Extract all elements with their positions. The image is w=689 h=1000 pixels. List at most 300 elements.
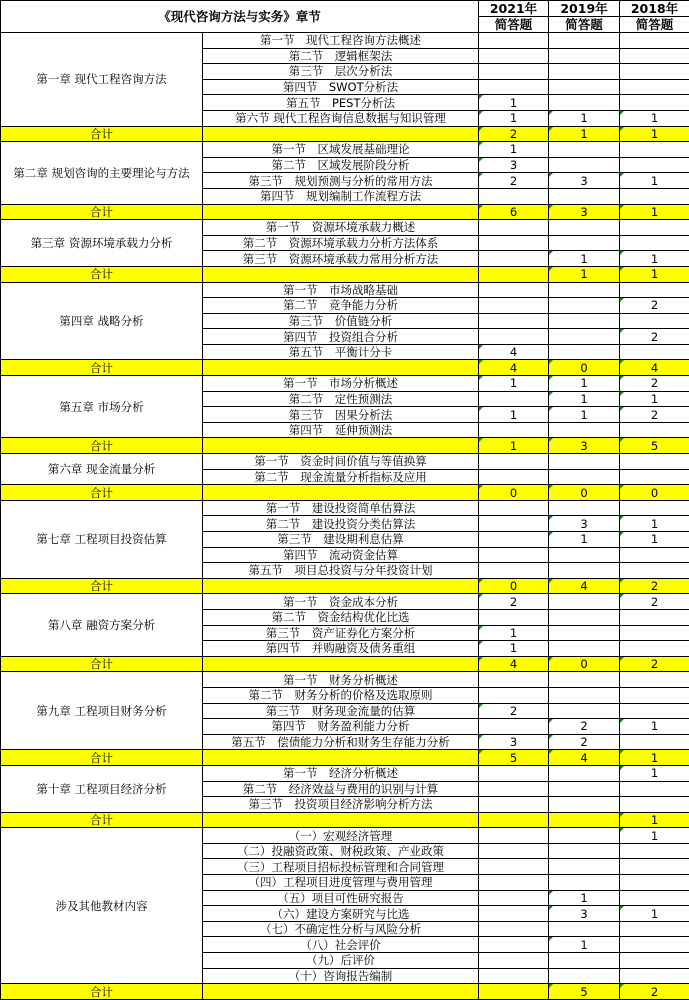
section-name[interactable]: 第四节 SWOT分析法 <box>203 79 479 95</box>
count-cell[interactable]: 3 <box>549 516 620 532</box>
total-row <box>1 360 689 376</box>
count-cell[interactable] <box>549 563 620 579</box>
type-header-2019[interactable]: 简答题 <box>549 17 620 33</box>
count-cell[interactable]: 2 <box>549 734 620 750</box>
count-cell[interactable] <box>479 609 549 625</box>
total-blank-cell[interactable] <box>203 485 479 501</box>
year-header-2019[interactable]: 2019年 <box>549 1 620 17</box>
total-blank-cell[interactable] <box>203 812 479 828</box>
count-cell[interactable]: 1 <box>549 251 620 267</box>
type-header-2021[interactable]: 简答题 <box>479 17 549 33</box>
count-cell[interactable] <box>549 968 620 984</box>
count-cell[interactable] <box>549 344 620 360</box>
section-name[interactable]: 第四节 流动资金估算 <box>203 547 479 563</box>
count-cell[interactable]: 1 <box>620 532 689 548</box>
count-cell[interactable]: 2 <box>620 376 689 392</box>
count-cell[interactable] <box>620 33 689 49</box>
total-count-cell[interactable]: 0 <box>549 485 620 501</box>
section-name[interactable]: 第三节 财务现金流量的估算 <box>203 703 479 719</box>
count-cell[interactable]: 1 <box>620 828 689 844</box>
chapter-name[interactable]: 第九章 工程项目财务分析 <box>1 672 203 750</box>
total-count-cell[interactable]: 0 <box>479 485 549 501</box>
section-name[interactable]: 第一节 经济分析概述 <box>203 765 479 781</box>
total-blank-cell[interactable] <box>203 266 479 282</box>
count-cell[interactable] <box>620 563 689 579</box>
count-cell[interactable]: 2 <box>620 298 689 314</box>
count-cell[interactable] <box>620 313 689 329</box>
section-name[interactable]: （八）社会评价 <box>203 937 479 953</box>
section-name[interactable]: 第二节 逻辑框架法 <box>203 48 479 64</box>
count-cell[interactable] <box>479 64 549 80</box>
section-row <box>1 376 689 392</box>
count-cell[interactable]: 1 <box>620 906 689 922</box>
section-name[interactable]: （十）咨询报告编制 <box>203 968 479 984</box>
section-name[interactable]: 第三节 层次分析法 <box>203 64 479 80</box>
total-label[interactable]: 合计 <box>1 750 203 766</box>
count-cell[interactable] <box>620 734 689 750</box>
count-cell[interactable] <box>620 937 689 953</box>
count-cell[interactable] <box>620 220 689 236</box>
total-count-cell[interactable]: 4 <box>549 578 620 594</box>
count-cell[interactable]: 3 <box>479 734 549 750</box>
count-cell[interactable] <box>549 454 620 470</box>
year-header-2021[interactable]: 2021年 <box>479 1 549 17</box>
count-cell[interactable] <box>620 859 689 875</box>
count-cell[interactable]: 2 <box>479 703 549 719</box>
count-cell[interactable] <box>549 875 620 891</box>
count-cell[interactable]: 1 <box>479 641 549 657</box>
chapter-name[interactable]: 第十章 工程项目经济分析 <box>1 765 203 812</box>
section-name[interactable]: 第四节 延伸预测法 <box>203 422 479 438</box>
count-cell[interactable]: 1 <box>620 391 689 407</box>
count-cell[interactable] <box>549 95 620 111</box>
section-name[interactable]: 第三节 因果分析法 <box>203 407 479 423</box>
total-count-cell[interactable]: 1 <box>620 812 689 828</box>
count-cell[interactable] <box>479 921 549 937</box>
chapter-name[interactable]: 第五章 市场分析 <box>1 376 203 438</box>
count-cell[interactable] <box>479 828 549 844</box>
section-name[interactable]: （七）不确定性分析与风险分析 <box>203 921 479 937</box>
total-count-cell[interactable]: 0 <box>620 485 689 501</box>
total-count-cell[interactable]: 0 <box>549 360 620 376</box>
section-name[interactable]: 第二节 经济效益与费用的识别与计算 <box>203 781 479 797</box>
section-name[interactable]: 第二节 区域发展阶段分析 <box>203 157 479 173</box>
count-cell[interactable] <box>479 890 549 906</box>
total-count-cell[interactable]: 1 <box>620 204 689 220</box>
chapter-name[interactable]: 第八章 融资方案分析 <box>1 594 203 656</box>
count-cell[interactable] <box>549 298 620 314</box>
total-blank-cell[interactable] <box>203 578 479 594</box>
total-count-cell[interactable]: 2 <box>479 126 549 142</box>
header-row-1 <box>1 1 689 17</box>
count-cell[interactable] <box>479 79 549 95</box>
section-row <box>1 33 689 49</box>
count-cell[interactable]: 2 <box>479 173 549 189</box>
count-cell[interactable] <box>479 422 549 438</box>
count-cell[interactable] <box>620 641 689 657</box>
count-cell[interactable] <box>549 48 620 64</box>
count-cell[interactable] <box>620 48 689 64</box>
count-cell[interactable]: 3 <box>479 157 549 173</box>
count-cell[interactable] <box>549 235 620 251</box>
count-cell[interactable]: 1 <box>549 532 620 548</box>
section-row <box>1 454 689 470</box>
section-name[interactable]: 第四节 规划编制工作流程方法 <box>203 188 479 204</box>
chapter-name[interactable]: 第三章 资源环境承载力分析 <box>1 220 203 267</box>
type-header-2018[interactable]: 简答题 <box>620 17 689 33</box>
count-cell[interactable] <box>549 220 620 236</box>
count-cell[interactable] <box>479 843 549 859</box>
count-cell[interactable] <box>479 33 549 49</box>
count-cell[interactable] <box>479 719 549 735</box>
count-cell[interactable] <box>620 921 689 937</box>
count-cell[interactable] <box>479 48 549 64</box>
total-blank-cell[interactable] <box>203 438 479 454</box>
count-cell[interactable] <box>479 469 549 485</box>
section-name[interactable]: 第五节 项目总投资与分年投资计划 <box>203 563 479 579</box>
section-name[interactable]: 第一节 市场分析概述 <box>203 376 479 392</box>
count-cell[interactable] <box>479 329 549 345</box>
count-cell[interactable] <box>479 516 549 532</box>
total-label[interactable]: 合计 <box>1 984 203 1000</box>
count-cell[interactable] <box>479 765 549 781</box>
count-cell[interactable]: 1 <box>479 376 549 392</box>
count-cell[interactable] <box>479 953 549 969</box>
total-label[interactable]: 合计 <box>1 266 203 282</box>
count-cell[interactable]: 2 <box>479 594 549 610</box>
count-cell[interactable] <box>620 843 689 859</box>
section-name[interactable]: （六）建设方案研究与比选 <box>203 906 479 922</box>
count-cell[interactable] <box>549 329 620 345</box>
count-cell[interactable]: 1 <box>620 251 689 267</box>
count-cell[interactable]: 1 <box>479 95 549 111</box>
section-name[interactable]: 第五节 平衡计分卡 <box>203 344 479 360</box>
total-row <box>1 578 689 594</box>
count-cell[interactable] <box>549 422 620 438</box>
count-cell[interactable] <box>620 890 689 906</box>
count-cell[interactable]: 1 <box>479 142 549 158</box>
section-name[interactable]: 第四节 财务盈利能力分析 <box>203 719 479 735</box>
section-name[interactable]: 第五节 PEST分析法 <box>203 95 479 111</box>
section-name[interactable]: 第三节 资源环境承载力常用分析方法 <box>203 251 479 267</box>
count-cell[interactable] <box>549 547 620 563</box>
section-name[interactable]: 第三节 资产证券化方案分析 <box>203 625 479 641</box>
total-count-cell[interactable] <box>479 266 549 282</box>
section-name[interactable]: 第三节 投资项目经济影响分析方法 <box>203 797 479 813</box>
total-count-cell[interactable]: 4 <box>549 750 620 766</box>
count-cell[interactable] <box>620 95 689 111</box>
section-name[interactable]: 第一节 现代工程咨询方法概述 <box>203 33 479 49</box>
count-cell[interactable] <box>549 765 620 781</box>
section-row <box>1 594 689 610</box>
section-name[interactable]: 第一节 资金时间价值与等值换算 <box>203 454 479 470</box>
count-cell[interactable] <box>549 469 620 485</box>
section-name[interactable]: 第一节 区域发展基础理论 <box>203 142 479 158</box>
chapter-name[interactable]: 第四章 战略分析 <box>1 282 203 360</box>
total-blank-cell[interactable] <box>203 750 479 766</box>
total-count-cell[interactable]: 1 <box>549 266 620 282</box>
total-blank-cell[interactable] <box>203 360 479 376</box>
count-cell[interactable] <box>549 142 620 158</box>
total-count-cell[interactable]: 5 <box>549 984 620 1000</box>
total-label[interactable]: 合计 <box>1 485 203 501</box>
section-name[interactable]: 第二节 建设投资分类估算法 <box>203 516 479 532</box>
section-name[interactable]: 第一节 财务分析概述 <box>203 672 479 688</box>
count-cell[interactable] <box>479 937 549 953</box>
total-row <box>1 438 689 454</box>
count-cell[interactable] <box>549 313 620 329</box>
count-cell[interactable] <box>620 469 689 485</box>
count-cell[interactable]: 3 <box>549 906 620 922</box>
count-cell[interactable] <box>620 282 689 298</box>
total-count-cell[interactable]: 1 <box>549 126 620 142</box>
count-cell[interactable]: 2 <box>620 594 689 610</box>
count-cell[interactable] <box>479 968 549 984</box>
section-name[interactable]: 第四节 投资组合分析 <box>203 329 479 345</box>
total-count-cell[interactable]: 6 <box>479 204 549 220</box>
count-cell[interactable] <box>549 79 620 95</box>
count-cell[interactable] <box>549 33 620 49</box>
section-name[interactable]: 第一节 资源环境承载力概述 <box>203 220 479 236</box>
section-row <box>1 672 689 688</box>
section-row <box>1 500 689 516</box>
count-cell[interactable] <box>620 157 689 173</box>
total-row <box>1 266 689 282</box>
total-count-cell[interactable]: 0 <box>549 656 620 672</box>
chapter-name[interactable]: 第一章 现代工程咨询方法 <box>1 33 203 127</box>
total-count-cell[interactable]: 4 <box>479 360 549 376</box>
section-name[interactable]: 第三节 规划预测与分析的常用方法 <box>203 173 479 189</box>
chapter-name[interactable]: 第七章 工程项目投资估算 <box>1 500 203 578</box>
count-cell[interactable]: 2 <box>620 329 689 345</box>
count-cell[interactable]: 1 <box>549 110 620 126</box>
total-count-cell[interactable]: 1 <box>479 438 549 454</box>
count-cell[interactable]: 1 <box>549 376 620 392</box>
count-cell[interactable] <box>479 781 549 797</box>
count-cell[interactable]: 1 <box>620 173 689 189</box>
total-row <box>1 656 689 672</box>
count-cell[interactable] <box>620 703 689 719</box>
count-cell[interactable] <box>620 235 689 251</box>
count-cell[interactable] <box>479 906 549 922</box>
count-cell[interactable]: 1 <box>549 890 620 906</box>
count-cell[interactable] <box>479 797 549 813</box>
count-cell[interactable] <box>479 313 549 329</box>
total-label[interactable]: 合计 <box>1 204 203 220</box>
section-row <box>1 282 689 298</box>
total-count-cell[interactable]: 5 <box>479 750 549 766</box>
count-cell[interactable] <box>549 625 620 641</box>
section-name[interactable]: 第三节 建设期利息估算 <box>203 532 479 548</box>
total-row <box>1 126 689 142</box>
section-row <box>1 142 689 158</box>
count-cell[interactable] <box>479 547 549 563</box>
section-name[interactable]: （一）宏观经济管理 <box>203 828 479 844</box>
section-row <box>1 828 689 844</box>
total-label[interactable]: 合计 <box>1 812 203 828</box>
count-cell[interactable] <box>620 687 689 703</box>
total-count-cell[interactable]: 2 <box>620 984 689 1000</box>
count-cell[interactable] <box>479 391 549 407</box>
table-title[interactable]: 《现代咨询方法与实务》章节 <box>1 1 479 33</box>
section-name[interactable]: （二）投融资政策、财税政策、产业政策 <box>203 843 479 859</box>
count-cell[interactable] <box>479 282 549 298</box>
count-cell[interactable] <box>479 454 549 470</box>
count-cell[interactable] <box>549 594 620 610</box>
chapter-name[interactable]: 第六章 现金流量分析 <box>1 454 203 485</box>
count-cell[interactable]: 1 <box>479 625 549 641</box>
section-name[interactable]: 第一节 市场战略基础 <box>203 282 479 298</box>
count-cell[interactable]: 1 <box>479 407 549 423</box>
count-cell[interactable]: 1 <box>620 110 689 126</box>
count-cell[interactable]: 3 <box>549 173 620 189</box>
section-name[interactable]: 第二节 定性预测法 <box>203 391 479 407</box>
total-count-cell[interactable] <box>549 812 620 828</box>
total-count-cell[interactable]: 3 <box>549 204 620 220</box>
count-cell[interactable]: 2 <box>549 719 620 735</box>
total-count-cell[interactable]: 5 <box>620 438 689 454</box>
count-cell[interactable] <box>549 921 620 937</box>
count-cell[interactable] <box>620 968 689 984</box>
count-cell[interactable] <box>549 859 620 875</box>
count-cell[interactable] <box>549 703 620 719</box>
section-name[interactable]: 第二节 竞争能力分析 <box>203 298 479 314</box>
year-header-2018[interactable]: 2018年 <box>620 1 689 17</box>
total-count-cell[interactable]: 1 <box>620 750 689 766</box>
count-cell[interactable] <box>620 188 689 204</box>
count-cell[interactable]: 1 <box>549 391 620 407</box>
section-name[interactable]: 第二节 财务分析的价格及选取原则 <box>203 687 479 703</box>
total-row <box>1 812 689 828</box>
total-count-cell[interactable]: 4 <box>620 360 689 376</box>
count-cell[interactable]: 1 <box>620 765 689 781</box>
count-cell[interactable] <box>620 953 689 969</box>
section-name[interactable]: 第一节 资金成本分析 <box>203 594 479 610</box>
total-label[interactable]: 合计 <box>1 656 203 672</box>
count-cell[interactable] <box>479 532 549 548</box>
count-cell[interactable] <box>549 828 620 844</box>
count-cell[interactable] <box>479 500 549 516</box>
section-name[interactable]: 第四节 并购融资及债务重组 <box>203 641 479 657</box>
total-count-cell[interactable]: 0 <box>479 578 549 594</box>
total-count-cell[interactable]: 1 <box>620 266 689 282</box>
count-cell[interactable] <box>620 875 689 891</box>
count-cell[interactable] <box>549 672 620 688</box>
section-name[interactable]: 第三节 价值链分析 <box>203 313 479 329</box>
section-name[interactable]: （九）后评价 <box>203 953 479 969</box>
count-cell[interactable] <box>549 797 620 813</box>
count-cell[interactable] <box>620 454 689 470</box>
total-blank-cell[interactable] <box>203 656 479 672</box>
total-blank-cell[interactable] <box>203 984 479 1000</box>
count-cell[interactable] <box>479 859 549 875</box>
total-label[interactable]: 合计 <box>1 360 203 376</box>
count-cell[interactable] <box>620 609 689 625</box>
total-count-cell[interactable]: 2 <box>620 656 689 672</box>
count-cell[interactable]: 1 <box>479 110 549 126</box>
count-cell[interactable] <box>549 157 620 173</box>
total-count-cell[interactable] <box>479 984 549 1000</box>
section-name[interactable]: 第五节 偿债能力分析和财务生存能力分析 <box>203 734 479 750</box>
count-cell[interactable] <box>479 220 549 236</box>
total-row <box>1 984 689 1000</box>
count-cell[interactable] <box>549 687 620 703</box>
total-count-cell[interactable]: 2 <box>620 578 689 594</box>
count-cell[interactable] <box>549 953 620 969</box>
section-name[interactable]: 第二节 资源环境承载力分析方法体系 <box>203 235 479 251</box>
count-cell[interactable] <box>479 672 549 688</box>
total-label[interactable]: 合计 <box>1 126 203 142</box>
count-cell[interactable] <box>479 875 549 891</box>
count-cell[interactable] <box>549 64 620 80</box>
count-cell[interactable]: 1 <box>620 719 689 735</box>
count-cell[interactable] <box>479 235 549 251</box>
count-cell[interactable] <box>549 500 620 516</box>
section-name[interactable]: （三）工程项目招标投标管理和合同管理 <box>203 859 479 875</box>
count-cell[interactable] <box>620 344 689 360</box>
total-label[interactable]: 合计 <box>1 438 203 454</box>
count-cell[interactable] <box>620 781 689 797</box>
total-row <box>1 204 689 220</box>
count-cell[interactable]: 4 <box>479 344 549 360</box>
count-cell[interactable]: 1 <box>549 407 620 423</box>
count-cell[interactable] <box>620 797 689 813</box>
count-cell[interactable] <box>549 641 620 657</box>
section-name[interactable]: （四）工程项目进度管理与费用管理 <box>203 875 479 891</box>
count-cell[interactable]: 1 <box>620 516 689 532</box>
count-cell[interactable] <box>620 625 689 641</box>
chapter-name[interactable]: 第二章 规划咨询的主要理论与方法 <box>1 142 203 204</box>
count-cell[interactable] <box>620 547 689 563</box>
count-cell[interactable] <box>620 500 689 516</box>
total-blank-cell[interactable] <box>203 126 479 142</box>
count-cell[interactable] <box>549 609 620 625</box>
section-name[interactable]: （五）项目可性研究报告 <box>203 890 479 906</box>
total-count-cell[interactable]: 4 <box>479 656 549 672</box>
count-cell[interactable] <box>479 298 549 314</box>
count-cell[interactable] <box>549 188 620 204</box>
total-count-cell[interactable]: 1 <box>620 126 689 142</box>
count-cell[interactable] <box>479 563 549 579</box>
count-cell[interactable] <box>620 672 689 688</box>
total-row <box>1 750 689 766</box>
count-cell[interactable]: 1 <box>549 937 620 953</box>
total-row <box>1 485 689 501</box>
count-cell[interactable] <box>620 64 689 80</box>
section-name[interactable]: 第二节 资金结构优化比选 <box>203 609 479 625</box>
count-cell[interactable] <box>620 422 689 438</box>
count-cell[interactable] <box>549 843 620 859</box>
count-cell[interactable] <box>620 79 689 95</box>
count-cell[interactable] <box>479 687 549 703</box>
count-cell[interactable]: 2 <box>620 407 689 423</box>
count-cell[interactable] <box>479 188 549 204</box>
count-cell[interactable] <box>620 142 689 158</box>
chapter-name[interactable]: 涉及其他教材内容 <box>1 828 203 984</box>
total-label[interactable]: 合计 <box>1 578 203 594</box>
section-name[interactable]: 第二节 现金流量分析指标及应用 <box>203 469 479 485</box>
count-cell[interactable] <box>479 251 549 267</box>
total-blank-cell[interactable] <box>203 204 479 220</box>
section-row <box>1 765 689 781</box>
count-cell[interactable] <box>549 282 620 298</box>
section-name[interactable]: 第一节 建设投资简单估算法 <box>203 500 479 516</box>
count-cell[interactable] <box>549 781 620 797</box>
total-count-cell[interactable] <box>479 812 549 828</box>
section-name[interactable]: 第六节 现代工程咨询信息数据与知识管理 <box>203 110 479 126</box>
section-row <box>1 220 689 236</box>
total-count-cell[interactable]: 3 <box>549 438 620 454</box>
